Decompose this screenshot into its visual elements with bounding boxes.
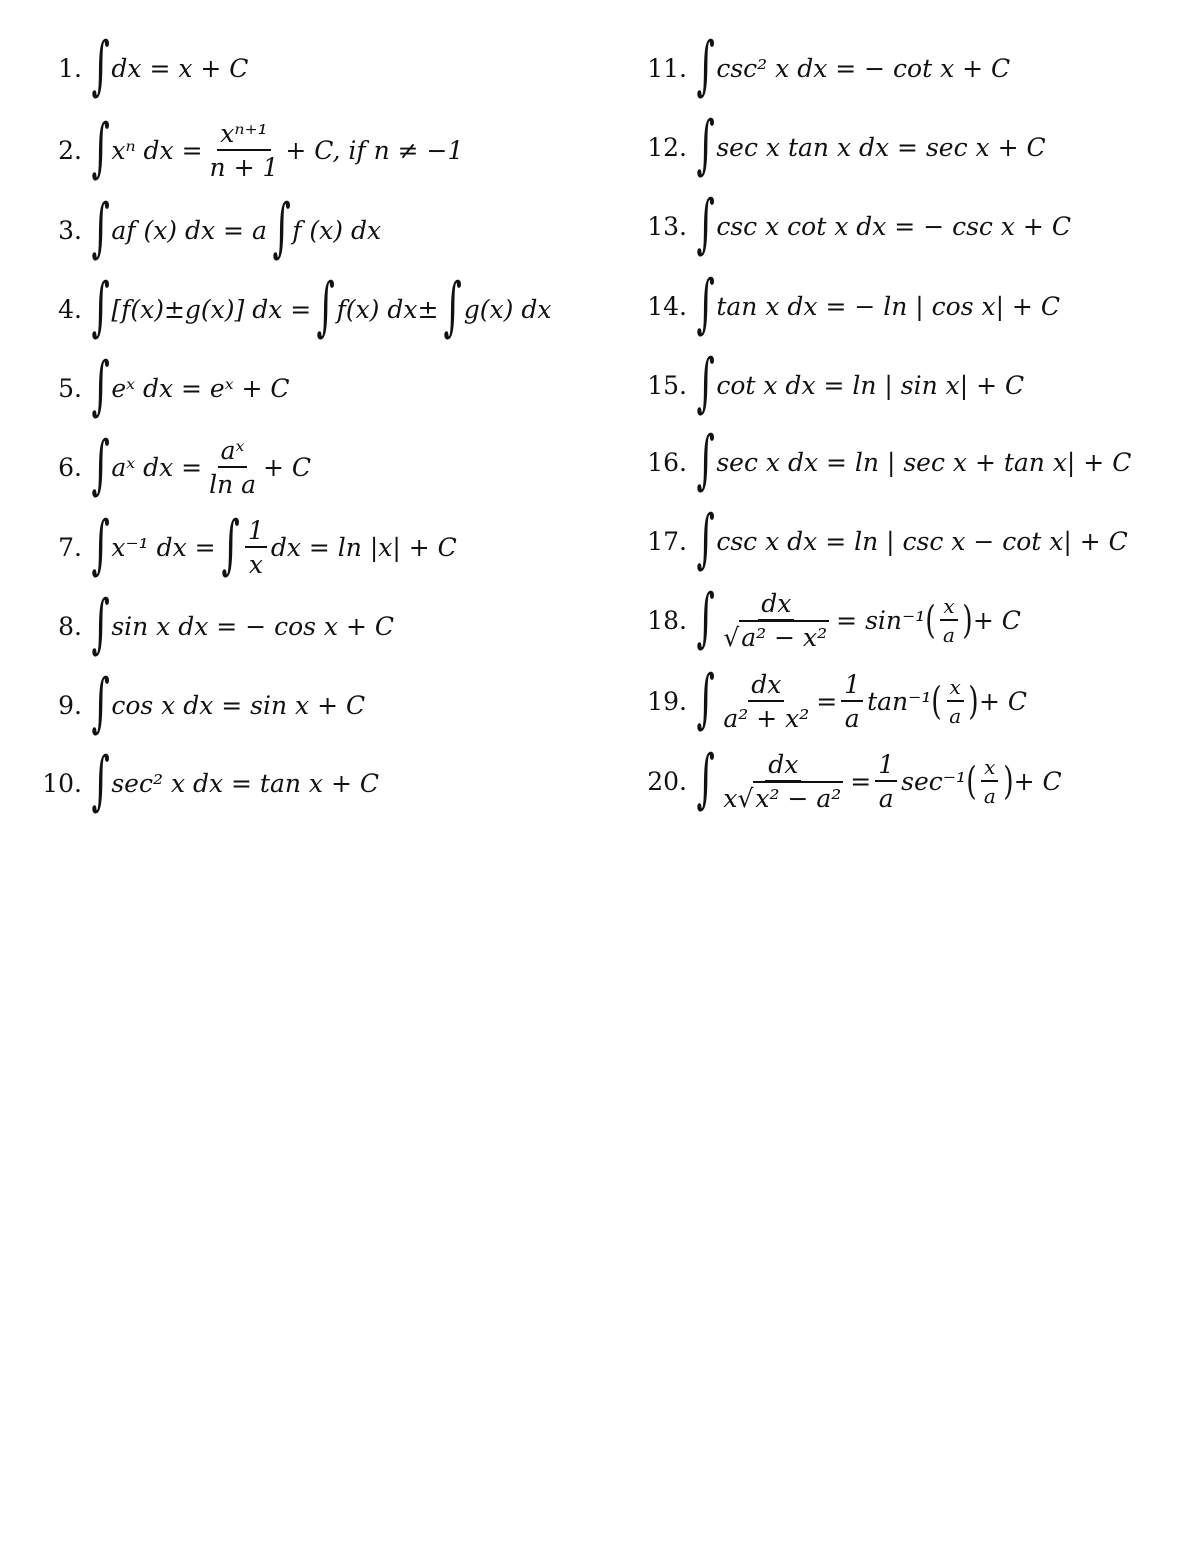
- equals-sign: =: [816, 686, 838, 716]
- numerator: dx: [748, 672, 784, 702]
- right-paren: ): [1002, 759, 1014, 803]
- fraction: [720, 588, 832, 652]
- formula-rhs: g(x) dx: [463, 294, 552, 324]
- integral-sign: ∫: [696, 502, 715, 576]
- fraction: [720, 749, 846, 813]
- formula-lhs: sec x dx = ln | sec x + tan x| + C: [716, 447, 1132, 477]
- formula-14: [645, 267, 1060, 341]
- integral-sign: ∫: [221, 508, 240, 582]
- right-paren: ): [962, 598, 973, 642]
- formula-number: 4.: [58, 294, 82, 324]
- radicand: a² − x²: [739, 620, 829, 652]
- formula-rhs: f (x) dx: [292, 215, 382, 245]
- paren-fraction: [981, 754, 999, 808]
- formula-2: [40, 111, 464, 185]
- formula-1: [40, 29, 249, 103]
- formula-19: [645, 662, 1027, 736]
- formula-number: 11.: [647, 53, 687, 83]
- formula-tail: + C: [972, 605, 1021, 635]
- paren-fraction: [946, 674, 964, 728]
- numerator: 1: [841, 672, 863, 702]
- formula-lhs: tan x dx = − ln | cos x| + C: [716, 291, 1060, 321]
- formula-5: [40, 349, 290, 423]
- formula-lhs: csc² x dx = − cot x + C: [716, 53, 1011, 83]
- coefficient-fraction: [875, 749, 897, 813]
- formula-lhs: xⁿ dx =: [111, 135, 203, 165]
- denominator: a: [949, 703, 962, 728]
- formula-number: 12.: [647, 132, 687, 162]
- square-root: √x² − a²: [737, 786, 843, 811]
- integral-sign: ∫: [696, 267, 715, 341]
- integral-sign: ∫: [91, 270, 110, 344]
- denominator: a: [943, 622, 955, 647]
- formula-mid: tan⁻¹: [867, 686, 932, 716]
- integral-sign: ∫: [316, 270, 336, 344]
- integral-sign: ∫: [91, 191, 110, 265]
- formula-9: [40, 666, 366, 740]
- integral-sign: ∫: [91, 428, 110, 502]
- formula-number: 10.: [42, 768, 82, 798]
- fraction: [206, 435, 259, 499]
- numerator: xⁿ⁺¹: [217, 121, 270, 151]
- formula-20: [645, 742, 1062, 816]
- formula-lhs: eˣ dx = eˣ + C: [111, 373, 290, 403]
- formula-rhs: = x + C: [149, 53, 249, 83]
- numerator: x: [947, 677, 964, 702]
- integral-sign: ∫: [696, 662, 715, 736]
- formula-mid: = sin⁻¹: [836, 605, 926, 635]
- integral-sign: ∫: [91, 666, 110, 740]
- numerator: x: [940, 596, 957, 621]
- left-paren: (: [931, 679, 942, 723]
- formula-12: [645, 108, 1046, 182]
- paren-fraction: [940, 593, 958, 647]
- formula-18: [645, 581, 1021, 655]
- formula-lhs: sin x dx = − cos x + C: [111, 611, 394, 641]
- formula-number: 6.: [58, 452, 82, 482]
- formula-lhs: [f(x)±g(x)] dx =: [111, 294, 312, 324]
- equals-sign: =: [850, 766, 872, 796]
- denominator: x: [248, 549, 263, 579]
- fraction: [207, 118, 282, 182]
- formula-number: 17.: [647, 526, 687, 556]
- formula-number: 20.: [647, 766, 687, 796]
- formula-tail: dx = ln |x| + C: [270, 532, 457, 562]
- formula-tail: + C: [263, 452, 312, 482]
- formula-lhs: dx: [111, 53, 142, 83]
- denominator: a: [983, 783, 996, 808]
- numerator: 1: [875, 752, 897, 782]
- formula-mid: f(x) dx±: [336, 294, 439, 324]
- formula-lhs: af (x) dx = a: [111, 215, 267, 245]
- formula-number: 16.: [647, 447, 687, 477]
- formula-lhs: sec x tan x dx = sec x + C: [716, 132, 1046, 162]
- formula-number: 13.: [647, 211, 687, 241]
- integral-sign: ∫: [696, 581, 715, 655]
- integral-sign: ∫: [696, 346, 715, 420]
- right-paren: ): [968, 679, 979, 723]
- formula-number: 3.: [58, 215, 82, 245]
- denominator: a: [878, 783, 894, 813]
- coefficient-fraction: [841, 669, 863, 733]
- formula-number: 2.: [58, 135, 82, 165]
- formula-tail: + C: [1013, 766, 1062, 796]
- formula-number: 1.: [58, 53, 82, 83]
- formula-7: [40, 508, 457, 582]
- integral-sign: ∫: [696, 742, 715, 816]
- numerator: x: [981, 757, 998, 782]
- denominator: [720, 782, 846, 811]
- square-root: √a² − x²: [723, 625, 829, 650]
- numerator: 1: [245, 518, 267, 548]
- formula-lhs: csc x dx = ln | csc x − cot x| + C: [716, 526, 1128, 556]
- formula-number: 15.: [647, 370, 687, 400]
- denominator: ln a: [209, 469, 257, 499]
- formula-15: [645, 346, 1025, 420]
- formula-number: 14.: [647, 291, 687, 321]
- integral-sign: ∫: [696, 423, 715, 497]
- integral-sign: ∫: [696, 29, 715, 103]
- denominator-prefix: x: [723, 783, 738, 813]
- integral-sign: ∫: [91, 111, 110, 185]
- integral-sign: ∫: [91, 508, 110, 582]
- integral-sign: ∫: [91, 349, 110, 423]
- formula-16: [645, 423, 1132, 497]
- formula-lhs: cot x dx = ln | sin x| + C: [716, 370, 1025, 400]
- formula-lhs: cos x dx = sin x + C: [111, 690, 366, 720]
- left-paren: (: [966, 759, 977, 803]
- formula-17: [645, 502, 1128, 576]
- integral-sign: ∫: [91, 29, 110, 103]
- formula-13: [645, 187, 1071, 261]
- integral-sign: ∫: [696, 187, 715, 261]
- fraction: [245, 515, 267, 579]
- denominator: a² + x²: [723, 703, 810, 733]
- numerator: dx: [758, 591, 794, 621]
- formula-number: 7.: [58, 532, 82, 562]
- formula-tail: + C: [978, 686, 1027, 716]
- formula-6: [40, 428, 312, 502]
- formula-11: [645, 29, 1011, 103]
- formula-lhs: aˣ dx =: [111, 452, 203, 482]
- formula-number: 9.: [58, 690, 82, 720]
- radicand: x² − a²: [753, 781, 843, 813]
- formula-4: [40, 270, 552, 344]
- fraction: [720, 669, 812, 733]
- denominator: a: [844, 703, 860, 733]
- formula-10: [40, 744, 379, 818]
- formula-lhs: x⁻¹ dx =: [111, 532, 216, 562]
- formula-lhs: csc x cot x dx = − csc x + C: [716, 211, 1071, 241]
- formula-number: 18.: [647, 605, 687, 635]
- integral-sign: ∫: [91, 587, 110, 661]
- formula-number: 8.: [58, 611, 82, 641]
- formula-lhs: sec² x dx = tan x + C: [111, 768, 379, 798]
- integral-sign: ∫: [443, 270, 463, 344]
- formula-3: [40, 191, 382, 265]
- formula-tail: + C, if n ≠ −1: [285, 135, 464, 165]
- integral-sign: ∫: [91, 744, 110, 818]
- formula-number: 19.: [647, 686, 687, 716]
- denominator: n + 1: [209, 152, 279, 182]
- numerator: aˣ: [218, 438, 248, 468]
- numerator: dx: [765, 752, 801, 782]
- formula-mid: sec⁻¹: [901, 766, 966, 796]
- formula-number: 5.: [58, 373, 82, 403]
- left-paren: (: [925, 598, 936, 642]
- integral-sign: ∫: [272, 191, 291, 265]
- formula-8: [40, 587, 394, 661]
- denominator: [720, 621, 832, 650]
- integral-sign: ∫: [696, 108, 715, 182]
